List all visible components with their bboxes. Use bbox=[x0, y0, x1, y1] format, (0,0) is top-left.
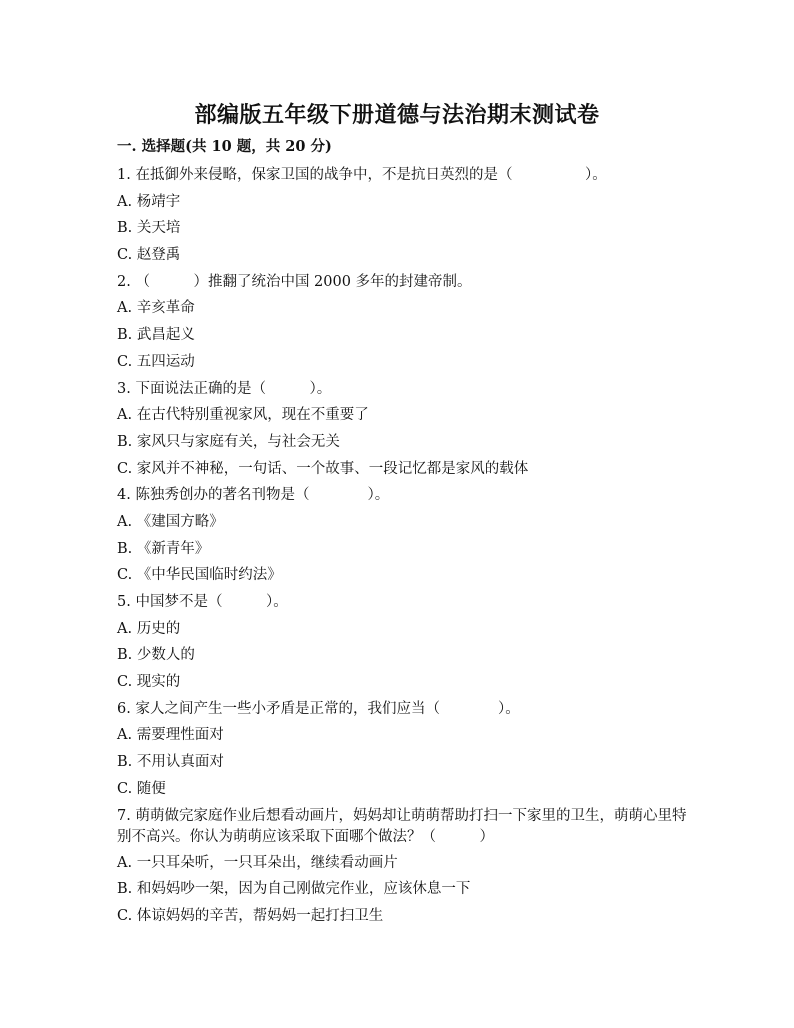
option-b: B. 和妈妈吵一架，因为自己刚做完作业，应该休息一下 bbox=[117, 881, 471, 898]
question-stem: 2. （ ）推翻了统治中国 2000 多年的封建帝制。 bbox=[117, 273, 472, 290]
option-b: B. 家风只与家庭有关，与社会无关 bbox=[117, 433, 340, 450]
option-b: B. 关天培 bbox=[117, 220, 181, 237]
option-a: A. 《建国方略》 bbox=[117, 513, 224, 530]
option-b: B. 《新青年》 bbox=[117, 540, 210, 557]
option-c: C. 现实的 bbox=[117, 674, 181, 691]
question-6 bbox=[117, 696, 687, 803]
option-a: A. 一只耳朵听，一只耳朵出，继续看动画片 bbox=[117, 854, 398, 871]
question-stem: 7. 萌萌做完家庭作业后想看动画片，妈妈却让萌萌帮助打扫一下家里的卫生，萌萌心里特别不高兴。你认为萌萌应该采取下面哪个做法？（ ） bbox=[117, 807, 687, 845]
question-stem: 6. 家人之间产生一些小矛盾是正常的，我们应当（ ）。 bbox=[117, 700, 520, 717]
question-4 bbox=[117, 482, 687, 589]
section-heading: 一. 选择题(共 10 题，共 20 分) bbox=[117, 138, 332, 155]
option-b: B. 少数人的 bbox=[117, 647, 195, 664]
question-1 bbox=[117, 162, 687, 269]
question-7 bbox=[117, 803, 687, 930]
option-c: C. 《中华民国临时约法》 bbox=[117, 567, 282, 584]
question-list bbox=[117, 136, 687, 930]
option-a: A. 在古代特别重视家风，现在不重要了 bbox=[117, 407, 369, 424]
option-a: A. 辛亥革命 bbox=[117, 300, 195, 317]
question-3 bbox=[117, 376, 687, 483]
option-c: C. 赵登禹 bbox=[117, 247, 181, 264]
option-a: A. 杨靖宇 bbox=[117, 193, 181, 210]
option-c: C. 家风并不神秘，一句话、一个故事、一段记忆都是家风的载体 bbox=[117, 460, 529, 477]
question-stem: 3. 下面说法正确的是（ ）。 bbox=[117, 380, 332, 397]
question-2 bbox=[117, 269, 687, 376]
option-c: C. 随便 bbox=[117, 780, 166, 797]
option-c: C. 五四运动 bbox=[117, 353, 195, 370]
option-a: A. 历史的 bbox=[117, 620, 181, 637]
option-b: B. 武昌起义 bbox=[117, 327, 195, 344]
question-stem: 5. 中国梦不是（ ）。 bbox=[117, 594, 288, 610]
option-a: A. 需要理性面对 bbox=[117, 727, 224, 744]
question-stem: 4. 陈独秀创办的著名刊物是（ ）。 bbox=[117, 487, 390, 504]
option-b: B. 不用认真面对 bbox=[117, 754, 224, 771]
option-c: C. 体谅妈妈的辛苦，帮妈妈一起打扫卫生 bbox=[117, 907, 384, 924]
question-5 bbox=[117, 589, 687, 696]
page-title: 部编版五年级下册道德与法治期末测试卷 bbox=[194, 102, 600, 128]
question-stem: 1. 在抵御外来侵略，保家卫国的战争中，不是抗日英烈的是（ ）。 bbox=[117, 167, 607, 183]
